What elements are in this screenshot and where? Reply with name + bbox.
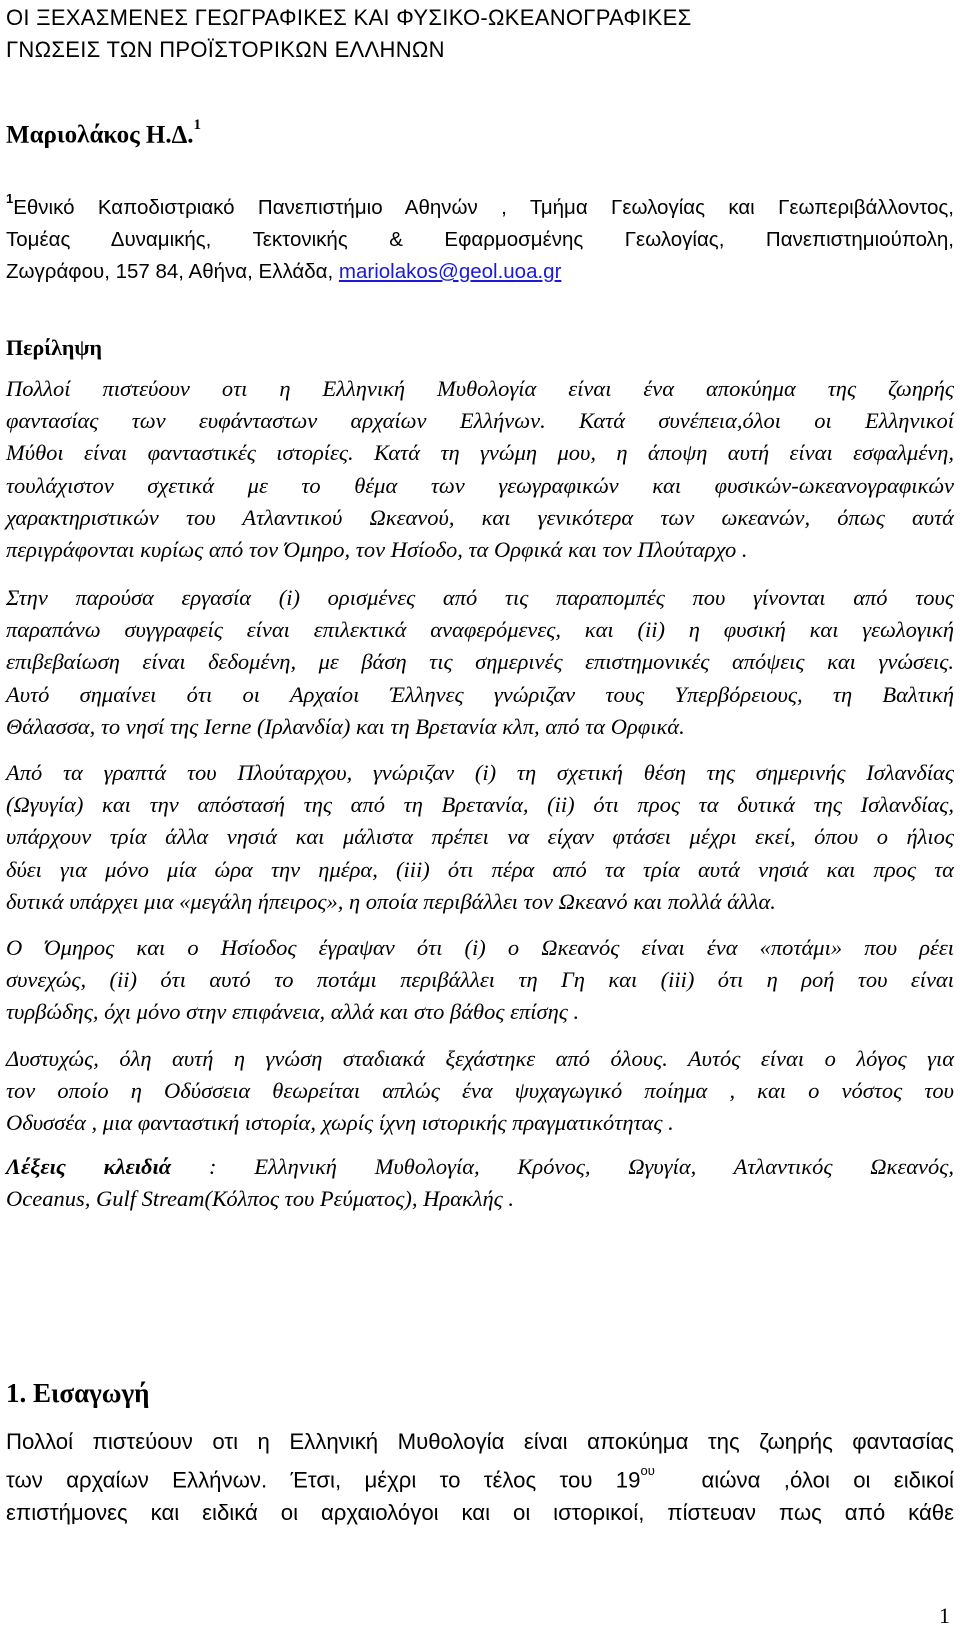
intro-paragraph xyxy=(6,1425,954,1529)
affiliation-line-3: Ζωγράφου, 157 84, Αθήνα, Ελλάδα, mariolakos@geol.uoa.gr xyxy=(6,259,562,283)
abstract-paragraph-1 xyxy=(6,373,954,566)
text-line: Θάλασσα, το νησί της Ierne (Ιρλανδία) και τη Βρετανία κλπ, από τα Ορφικά. xyxy=(6,713,685,739)
text-line: συνεχώς, (ii) ότι αυτό το ποτάμι περιβάλλει τη Γη και (iii) ότι η ροή του είναι xyxy=(6,967,954,993)
text-line: τυρβώδης, όχι μόνο στην επιφάνεια, αλλά και στο βάθος επίσης . xyxy=(6,999,580,1025)
text-line: δύει για μόνο μία ώρα την ημέρα, (iii) ότι πέρα από τα τρία αυτά νησιά και προς τα xyxy=(6,856,954,882)
affiliation-superscript: 1 xyxy=(6,191,14,206)
author-name: Μαριολάκος Η.Δ. xyxy=(6,121,194,149)
email-link[interactable]: mariolakos@geol.uoa.gr xyxy=(338,259,562,283)
text-line: των αρχαίων Ελλήνων. Έτσι, μέχρι το τέλος του $19^{o\upsilon}$ αιώνα ,όλοι οι ειδικοί xyxy=(6,1463,954,1493)
title-line-1: ΟΙ ΞΕΧΑΣΜΕΝΕΣ ΓΕΩΓΡΑΦΙΚΕΣ ΚΑΙ ΦΥΣΙΚΟ-ΩΚΕΑΝΟΓΡΑΦΙΚΕΣ xyxy=(6,5,692,30)
text-line: Στην παρούσα εργασία (i) ορισμένες από τις παραπομπές που γίνονται από τους xyxy=(6,585,954,610)
text-line: Δυστυχώς, όλη αυτή η γνώση σταδιακά ξεχάστηκε από όλους. Αυτός είναι ο λόγος για xyxy=(6,1046,954,1071)
keywords-label: Λέξεις κλειδιά xyxy=(6,1154,172,1179)
text-line: Πολλοί πιστεύουν οτι η Ελληνική Μυθολογία είναι ένα αποκύημα της ζωηρής xyxy=(6,376,954,401)
text-line: Από τα γραπτά του Πλούταρχου, γνώριζαν (i) τη σχετική θέση της σημερινής Ισλανδίας xyxy=(6,760,954,785)
text-line: τουλάχιστον σχετικά με το θέμα των γεωγραφικών και φυσικών-ωκεανογραφικών xyxy=(6,472,954,498)
abstract-paragraph-5 xyxy=(6,1043,954,1140)
keywords xyxy=(6,1151,954,1215)
abstract-paragraph-4 xyxy=(6,932,954,1029)
abstract-heading: Περίληψη xyxy=(6,335,103,360)
affiliation-line-1: $^1$Εθνικό Καποδιστριακό Πανεπιστήμιο Αθηνών , Τμήμα Γεωλογίας και Γεωπεριβάλλοντος, xyxy=(6,191,954,219)
ordinal-superscript: ου xyxy=(640,1463,655,1478)
text-line: επιβεβαίωση είναι δεδομένη, με βάση τις σημερινές επιστημονικές απόψεις και γνώσεις. xyxy=(6,649,954,675)
section-heading: 1. Εισαγωγή xyxy=(6,1378,150,1408)
document-title xyxy=(6,2,941,66)
text-line: (Ωγυγία) και την απόστασή της από τη Βρετανία, (ii) ότι προς τα δυτικά της Ισλανδίας, xyxy=(6,792,954,818)
text-line: χαρακτηριστικών του Ατλαντικού Ωκεανού, και γενικότερα των ωκεανών, όπως αυτά xyxy=(6,504,954,530)
affiliation-line-2: Τομέας Δυναμικής, Τεκτονικής & Εφαρμοσμένης Γεωλογίας, Πανεπιστημιούπολη, xyxy=(6,227,954,251)
text-line: Μύθοι είναι φανταστικές ιστορίες. Κατά τη γνώμη μου, η άποψη αυτή είναι εσφαλμένη, xyxy=(6,440,954,466)
text-line: περιγράφονται κυρίως από τον Όμηρο, τον Ησίοδο, τα Ορφικά και τον Πλούταρχο . xyxy=(6,537,748,563)
keywords-line-1: Λέξεις κλειδιά : Ελληνική Μυθολογία, Κρόνος, Ωγυγία, Ατλαντικός Ωκεανός, xyxy=(6,1154,955,1179)
text-line: Ο Όμηρος και ο Ησίοδος έγραψαν ότι (i) ο Ωκεανός είναι ένα «ποτάμι» που ρέει xyxy=(6,935,954,960)
text-line: τον οποίο η Οδύσσεια θεωρείται απλώς ένα ψυχαγωγικό ποίημα , και ο νόστος του xyxy=(6,1078,954,1104)
abstract-paragraph-3 xyxy=(6,757,954,918)
text-line: Πολλοί πιστεύουν οτι η Ελληνική Μυθολογία είναι αποκύημα της ζωηρής φαντασίας xyxy=(6,1429,954,1454)
abstract-paragraph-2 xyxy=(6,582,954,743)
page-number: 1 xyxy=(939,1603,950,1628)
text-line: παραπάνω συγγραφείς είναι επιλεκτικά αναφερόμενες, και (ii) η φυσική και γεωλογική xyxy=(6,617,954,643)
author-line xyxy=(6,117,201,149)
keywords-line-2: Oceanus, Gulf Stream(Κόλπος του Ρεύματος), Ηρακλής . xyxy=(6,1186,515,1212)
text-line: φαντασίας των ευφάνταστων αρχαίων Ελλήνων. Κατά συνέπεια,όλοι οι Ελληνικοί xyxy=(6,408,954,434)
affiliation xyxy=(6,186,954,288)
text-line: Αυτό σημαίνει ότι οι Αρχαίοι Έλληνες γνώριζαν τους Υπερβόρειους, τη Βαλτική xyxy=(6,681,954,707)
text-line: Οδυσσέα , μια φανταστική ιστορία, χωρίς ίχνη ιστορικής πραγματικότητας . xyxy=(6,1110,674,1136)
author-superscript: 1 xyxy=(193,117,201,133)
text-line: δυτικά υπάρχει μια «μεγάλη ήπειρος», η οποία περιβάλλει τον Ωκεανό και πολλά άλλα. xyxy=(6,888,776,914)
text-line: επιστήμονες και ειδικά οι αρχαιολόγοι και οι ιστορικοί, πίστευαν πως από κάθε xyxy=(6,1500,954,1526)
title-line-2: ΓΝΩΣΕΙΣ ΤΩΝ ΠΡΟΪΣΤΟΡΙΚΩΝ ΕΛΛΗΝΩΝ xyxy=(6,37,445,62)
text-line: υπάρχουν τρία άλλα νησιά και μάλιστα πρέπει να είχαν φτάσει μέχρι εκεί, όπου ο ήλιος xyxy=(6,824,954,850)
